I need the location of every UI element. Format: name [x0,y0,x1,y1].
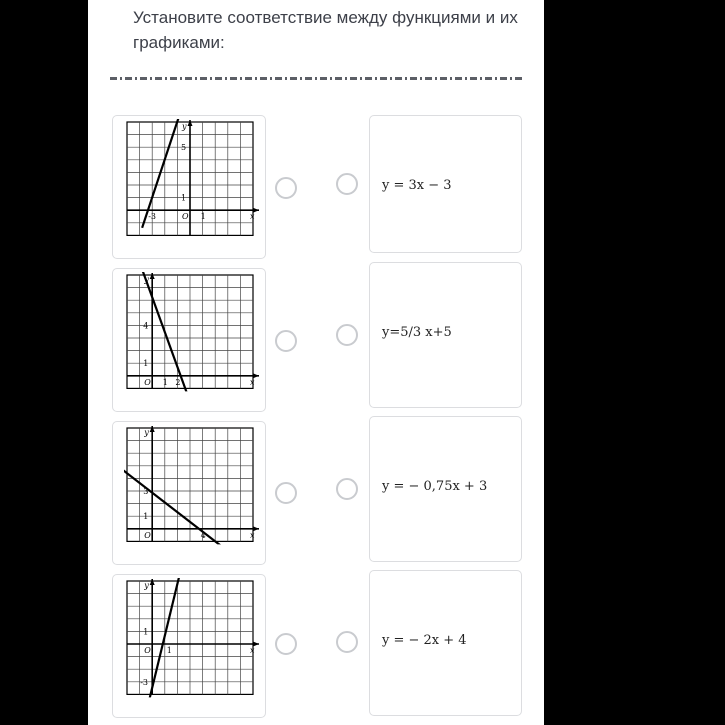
divider [110,77,522,80]
x-tick-label: 2 [175,377,181,387]
x-axis-label: x [250,377,255,387]
graph-2 [113,269,267,413]
origin-label: O [182,212,189,222]
answer-card-2[interactable] [369,262,522,408]
graph-2-radio[interactable] [275,330,297,352]
x-tick-label: 1 [162,377,168,387]
question-panel [88,0,544,725]
graph-3-radio[interactable] [275,482,297,504]
x-tick-label: -3 [148,212,156,222]
y-tick-label: 1 [143,512,149,522]
x-tick-label: 1 [200,212,206,222]
origin-label: O [144,646,151,655]
answer-1-formula: y = 3x − 3 [382,178,452,193]
answer-card-1[interactable] [369,115,522,253]
answer-4-radio[interactable] [336,631,358,653]
y-axis-label: y [182,122,187,131]
y-tick-label: 1 [143,359,149,369]
y-tick-label: 1 [143,627,149,637]
answer-2-formula: y=5/3 x+5 [382,325,452,340]
answer-card-3[interactable] [369,416,522,562]
x-axis-label: x [250,212,255,222]
x-tick-label: 4 [200,530,206,540]
x-axis-label: x [250,646,255,655]
origin-label: O [144,530,151,540]
graph-card-3[interactable] [112,421,266,565]
graph-card-2[interactable] [112,268,266,412]
x-axis-label: x [250,530,255,540]
x-tick-label: 1 [166,646,172,655]
graph-1 [113,116,267,260]
y-tick-label: 4 [143,321,149,331]
graph-1-radio[interactable] [275,177,297,199]
graph-4 [113,575,267,719]
origin-label: O [144,377,151,387]
answer-card-4[interactable] [369,570,522,716]
answer-2-radio[interactable] [336,324,358,346]
y-tick-label: 1 [181,193,187,203]
y-axis-label: y [144,275,149,284]
answer-4-formula: y = − 2x + 4 [382,633,467,648]
question-text: Установите соответствие между функциями и их графиками: [133,8,518,52]
y-axis-label: y [144,428,149,437]
y-axis-label: y [144,581,149,590]
graph-card-1[interactable] [112,115,266,259]
graph-3 [113,422,267,566]
y-tick-label: 3 [143,487,149,496]
answer-3-formula: y = − 0,75x + 3 [382,479,488,494]
graph-4-radio[interactable] [275,633,297,655]
graph-card-4[interactable] [112,574,266,718]
answer-1-radio[interactable] [336,173,358,195]
answer-3-radio[interactable] [336,478,358,500]
y-tick-label: 5 [181,143,187,153]
y-tick-label: -3 [140,677,148,687]
